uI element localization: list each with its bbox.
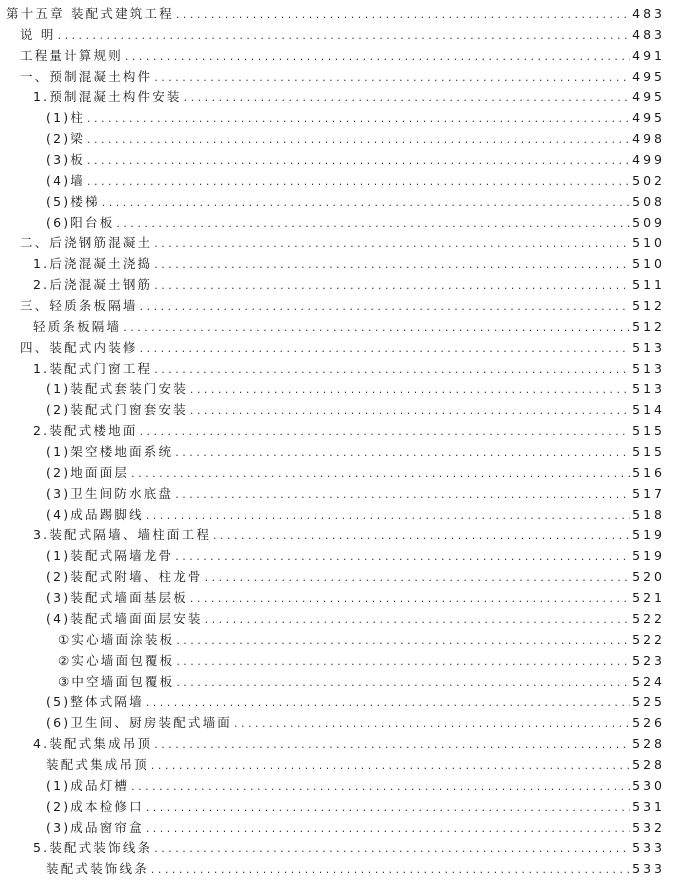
toc-entry-title: (2)梁 xyxy=(46,131,86,147)
toc-entry-page-number: 520 xyxy=(632,569,665,585)
toc-entry-title: (2)成本检修口 xyxy=(46,798,144,814)
toc-entry-page-number: 502 xyxy=(632,172,665,188)
toc-entry-title: 第十五章 装配式建筑工程 xyxy=(6,6,174,21)
toc-entry-page-number: 526 xyxy=(632,715,665,731)
toc-entry[interactable] xyxy=(0,818,689,839)
toc-entry[interactable] xyxy=(0,108,689,129)
dot-leader xyxy=(213,526,630,547)
toc-entry-title: ③中空墙面包覆板 xyxy=(58,673,175,689)
toc-entry-page-number: 521 xyxy=(632,590,665,606)
toc-entry-title: 3.装配式隔墙、墙柱面工程 xyxy=(33,527,212,543)
toc-entry[interactable] xyxy=(0,317,689,338)
dot-leader xyxy=(131,777,630,798)
dot-leader xyxy=(151,860,630,881)
toc-entry-title: 装配式装饰线条 xyxy=(46,861,149,877)
toc-entry-title: 三、轻质条板隔墙 xyxy=(20,298,138,314)
toc-entry[interactable] xyxy=(0,525,689,546)
dot-leader xyxy=(154,276,630,297)
toc-entry-page-number: 499 xyxy=(632,152,665,168)
dot-leader xyxy=(87,130,630,151)
toc-entry[interactable] xyxy=(0,588,689,609)
toc-entry-page-number: 528 xyxy=(632,756,665,772)
dot-leader xyxy=(154,234,630,255)
toc-entry[interactable] xyxy=(0,755,689,776)
dot-leader xyxy=(190,589,630,610)
dot-leader xyxy=(123,318,630,339)
toc-entry-page-number: 509 xyxy=(632,214,665,230)
toc-entry-title: (6)卫生间、厨房装配式墙面 xyxy=(46,715,233,731)
toc-entry-page-number: 491 xyxy=(632,47,665,63)
toc-entry[interactable] xyxy=(0,296,689,317)
toc-entry-page-number: 495 xyxy=(632,89,665,105)
toc-entry[interactable] xyxy=(0,87,689,108)
toc-entry[interactable] xyxy=(0,672,689,693)
toc-entry[interactable] xyxy=(0,692,689,713)
toc-entry-title: (5)楼梯 xyxy=(46,193,100,209)
dot-leader xyxy=(154,839,630,860)
dot-leader xyxy=(184,88,631,109)
dot-leader xyxy=(146,798,630,819)
toc-entry-page-number: 512 xyxy=(632,318,665,334)
toc-entry[interactable] xyxy=(0,630,689,651)
dot-leader xyxy=(131,464,630,485)
toc-entry[interactable] xyxy=(0,213,689,234)
toc-entry[interactable] xyxy=(0,46,689,67)
toc-entry[interactable] xyxy=(0,651,689,672)
toc-entry-title: ②实心墙面包覆板 xyxy=(58,652,175,668)
toc-entry-title: 5.装配式装饰线条 xyxy=(33,840,153,856)
toc-entry-title: (1)装配式隔墙龙骨 xyxy=(46,548,174,564)
toc-entry-page-number: 513 xyxy=(632,339,665,355)
toc-entry-page-number: 518 xyxy=(632,506,665,522)
toc-entry-page-number: 533 xyxy=(632,861,665,877)
toc-entry-title: 一、预制混凝土构件 xyxy=(20,68,153,84)
toc-entry[interactable] xyxy=(0,463,689,484)
toc-entry-title: 二、后浇钢筋混凝土 xyxy=(20,235,153,251)
dot-leader xyxy=(154,360,630,381)
toc-entry-title: 1.装配式门窗工程 xyxy=(33,360,153,376)
toc-entry[interactable] xyxy=(0,838,689,859)
toc-entry[interactable] xyxy=(0,442,689,463)
dot-leader xyxy=(176,673,630,694)
toc-entry-title: 说 明 xyxy=(20,26,56,42)
toc-entry-title: (3)装配式墙面基层板 xyxy=(46,590,188,606)
toc-entry-page-number: 524 xyxy=(632,673,665,689)
toc-entry[interactable] xyxy=(0,338,689,359)
toc-entry-title: 1.预制混凝土构件安装 xyxy=(33,89,182,105)
toc-entry-title: 装配式集成吊顶 xyxy=(46,756,149,772)
dot-leader xyxy=(146,693,630,714)
toc-entry[interactable] xyxy=(0,546,689,567)
toc-entry[interactable] xyxy=(0,275,689,296)
toc-entry[interactable] xyxy=(0,505,689,526)
toc-entry-page-number: 513 xyxy=(632,360,665,376)
toc-entry[interactable] xyxy=(0,4,689,25)
toc-entry[interactable] xyxy=(0,150,689,171)
dot-leader xyxy=(205,610,631,631)
toc-entry-page-number: 522 xyxy=(632,631,665,647)
dot-leader xyxy=(140,297,631,318)
toc-entry-title: (5)整体式隔墙 xyxy=(46,694,144,710)
dot-leader xyxy=(175,485,630,506)
toc-entry-page-number: 483 xyxy=(632,6,665,21)
toc-entry-page-number: 508 xyxy=(632,193,665,209)
toc-entry-page-number: 533 xyxy=(632,840,665,856)
toc-entry-title: 四、装配式内装修 xyxy=(20,339,138,355)
toc-entry-page-number: 510 xyxy=(632,256,665,272)
toc-entry-title: (3)板 xyxy=(46,152,86,168)
toc-entry-title: 工程量计算规则 xyxy=(20,47,123,63)
toc-entry-title: (4)装配式墙面面层安装 xyxy=(46,610,203,626)
toc-entry[interactable] xyxy=(0,359,689,380)
toc-entry-title: (1)装配式套装门安装 xyxy=(46,381,188,397)
dot-leader xyxy=(125,47,630,68)
toc-entry[interactable] xyxy=(0,254,689,275)
toc-entry-title: (6)阳台板 xyxy=(46,214,115,230)
dot-leader xyxy=(154,735,630,756)
dot-leader xyxy=(190,380,630,401)
dot-leader xyxy=(87,151,630,172)
dot-leader xyxy=(205,568,631,589)
dot-leader xyxy=(176,631,630,652)
dot-leader xyxy=(151,756,630,777)
dot-leader xyxy=(146,819,630,840)
toc-entry[interactable] xyxy=(0,25,689,46)
dot-leader xyxy=(140,422,631,443)
dot-leader xyxy=(102,193,630,214)
dot-leader xyxy=(175,443,630,464)
toc-entry-title: (1)架空楼地面系统 xyxy=(46,444,174,460)
toc-entry-page-number: 495 xyxy=(632,68,665,84)
toc-entry-page-number: 515 xyxy=(632,423,665,439)
toc-entry-title: (3)卫生间防水底盘 xyxy=(46,485,174,501)
toc-entry-title: (2)装配式附墙、柱龙骨 xyxy=(46,569,203,585)
toc-entry-page-number: 495 xyxy=(632,110,665,126)
dot-leader xyxy=(146,506,630,527)
dot-leader xyxy=(154,68,630,89)
toc-entry-title: 4.装配式集成吊顶 xyxy=(33,736,153,752)
toc-entry-page-number: 515 xyxy=(632,444,665,460)
toc-entry-page-number: 511 xyxy=(632,277,665,293)
toc-entry-page-number: 513 xyxy=(632,381,665,397)
toc-entry-title: 2.装配式楼地面 xyxy=(33,423,138,439)
toc-entry[interactable] xyxy=(0,734,689,755)
dot-leader xyxy=(154,255,630,276)
toc-entry-title: (2)地面面层 xyxy=(46,464,130,480)
dot-leader xyxy=(176,652,630,673)
dot-leader xyxy=(190,401,630,422)
toc-entry-page-number: 523 xyxy=(632,652,665,668)
toc-entry[interactable] xyxy=(0,400,689,421)
toc-entry[interactable] xyxy=(0,421,689,442)
toc-entry[interactable] xyxy=(0,379,689,400)
toc-entry-page-number: 483 xyxy=(632,26,665,42)
toc-entry[interactable] xyxy=(0,192,689,213)
dot-leader xyxy=(176,5,630,26)
toc-entry[interactable] xyxy=(0,129,689,150)
dot-leader xyxy=(116,214,630,235)
toc-entry-title: ①实心墙面涂装板 xyxy=(58,631,175,647)
toc-entry-title: 1.后浇混凝土浇捣 xyxy=(33,256,153,272)
toc-entry-title: (1)成品灯槽 xyxy=(46,777,130,793)
toc-entry[interactable] xyxy=(0,859,689,880)
dot-leader xyxy=(175,547,630,568)
toc-entry-page-number: 517 xyxy=(632,485,665,501)
dot-leader xyxy=(87,109,630,130)
toc-entry-title: 2.后浇混凝土钢筋 xyxy=(33,277,153,293)
toc-entry[interactable] xyxy=(0,484,689,505)
toc-entry-page-number: 530 xyxy=(632,777,665,793)
toc-entry-page-number: 512 xyxy=(632,298,665,314)
toc-entry-page-number: 531 xyxy=(632,798,665,814)
toc-entry[interactable] xyxy=(0,797,689,818)
toc-entry-page-number: 498 xyxy=(632,131,665,147)
toc-entry[interactable] xyxy=(0,233,689,254)
toc-entry-page-number: 514 xyxy=(632,402,665,418)
toc-entry-page-number: 516 xyxy=(632,464,665,480)
toc-entry[interactable] xyxy=(0,609,689,630)
toc-entry[interactable] xyxy=(0,567,689,588)
toc-entry-page-number: 519 xyxy=(632,548,665,564)
toc-entry-page-number: 522 xyxy=(632,610,665,626)
toc-entry-page-number: 525 xyxy=(632,694,665,710)
toc-entry-title: (4)成品踢脚线 xyxy=(46,506,144,522)
toc-entry-title: (4)墙 xyxy=(46,172,86,188)
toc-entry[interactable] xyxy=(0,776,689,797)
dot-leader xyxy=(87,172,630,193)
dot-leader xyxy=(234,714,630,735)
toc-entry[interactable] xyxy=(0,67,689,88)
dot-leader xyxy=(58,26,631,47)
toc-entry-title: (3)成品窗帘盒 xyxy=(46,819,144,835)
toc-entry-title: 轻质条板隔墙 xyxy=(33,318,122,334)
toc-entry-page-number: 532 xyxy=(632,819,665,835)
toc-entry-page-number: 528 xyxy=(632,736,665,752)
toc-entry-page-number: 510 xyxy=(632,235,665,251)
toc-entry-page-number: 519 xyxy=(632,527,665,543)
toc-entry[interactable] xyxy=(0,171,689,192)
dot-leader xyxy=(140,339,631,360)
toc-entry[interactable] xyxy=(0,713,689,734)
toc-entry-title: (1)柱 xyxy=(46,110,86,126)
toc-entry-title: (2)装配式门窗套安装 xyxy=(46,402,188,418)
